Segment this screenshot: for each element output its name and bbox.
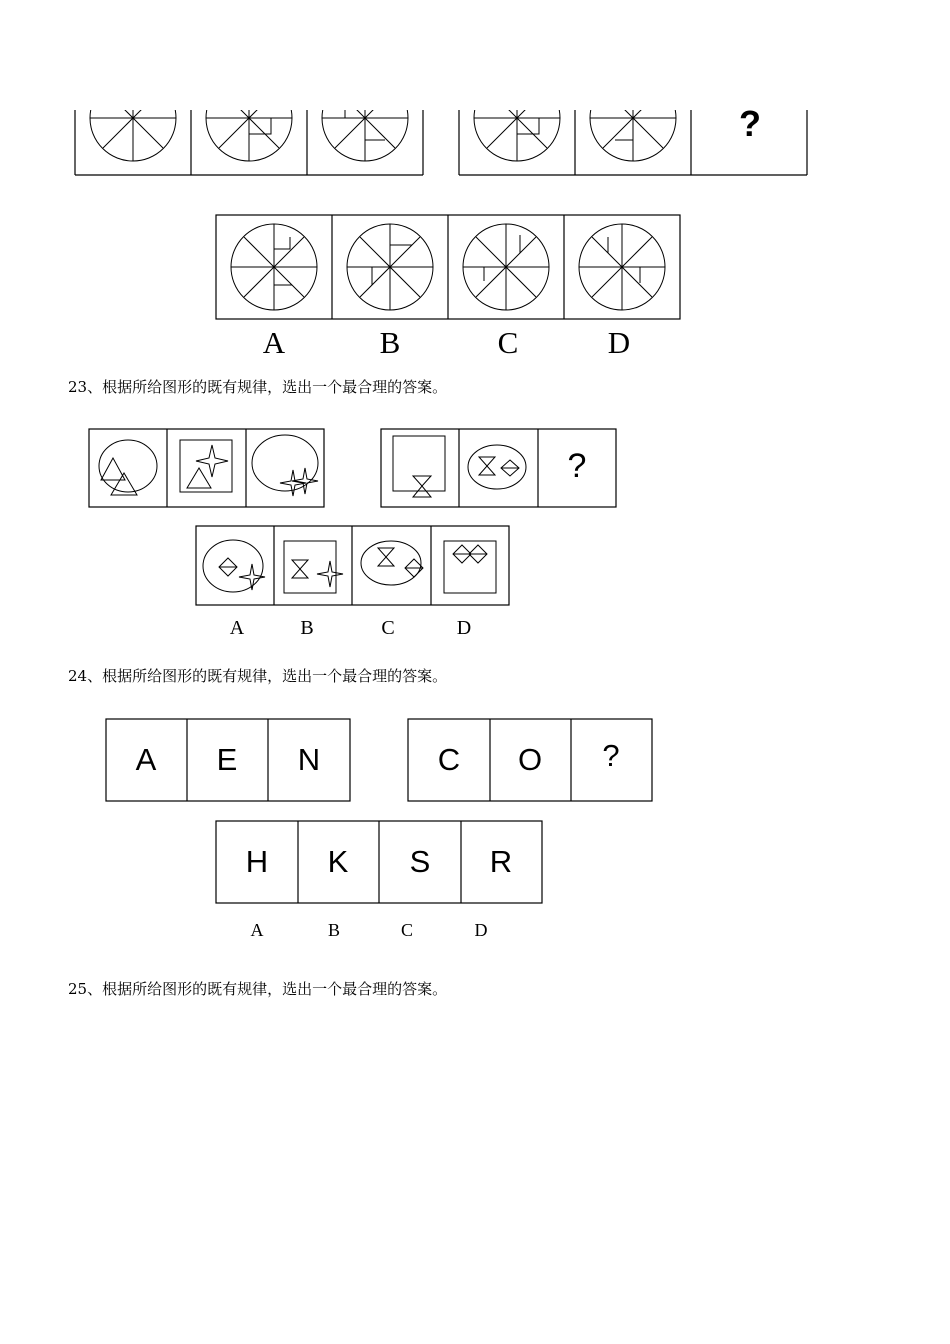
q24-option-b-label[interactable]: B: [327, 920, 340, 940]
q23-option-a-label[interactable]: A: [229, 617, 245, 639]
q24-group1-letter-3: N: [297, 742, 321, 777]
q25-question-text: 25、根据所给图形的既有规律，选出一个最合理的答案。: [68, 980, 448, 998]
q24-group2-letter-2: O: [517, 742, 543, 777]
q23-question-mark: ?: [567, 447, 587, 485]
q22-option-b-label[interactable]: B: [379, 325, 401, 360]
q23-option-b-label[interactable]: B: [300, 617, 314, 639]
q24-group1-letter-1: A: [135, 742, 157, 777]
q24-group1-letter-2: E: [216, 742, 238, 777]
q23-option-d-label[interactable]: D: [456, 617, 472, 639]
q24-option-d-letter[interactable]: R: [489, 844, 513, 879]
q24-question-text: 24、根据所给图形的既有规律，选出一个最合理的答案。: [68, 667, 448, 685]
q24-question-mark: ?: [602, 738, 620, 773]
q24-option-a-letter[interactable]: H: [245, 844, 269, 879]
q24-group2-letter-1: C: [437, 742, 461, 777]
q24-option-a-label[interactable]: A: [250, 920, 264, 940]
q24-option-c-label[interactable]: C: [400, 920, 413, 940]
q22-option-c-label[interactable]: C: [497, 325, 519, 360]
q22-option-a-label[interactable]: A: [262, 325, 286, 360]
q22-question-mark: ?: [739, 103, 761, 144]
q24-option-b-letter[interactable]: K: [327, 844, 349, 879]
q22-option-d-label[interactable]: D: [607, 325, 631, 360]
q23-question-text: 23、根据所给图形的既有规律，选出一个最合理的答案。: [68, 378, 448, 396]
q24-option-c-letter[interactable]: S: [409, 844, 431, 879]
q23-option-c-label[interactable]: C: [381, 617, 395, 639]
q24-option-d-label[interactable]: D: [474, 920, 488, 940]
